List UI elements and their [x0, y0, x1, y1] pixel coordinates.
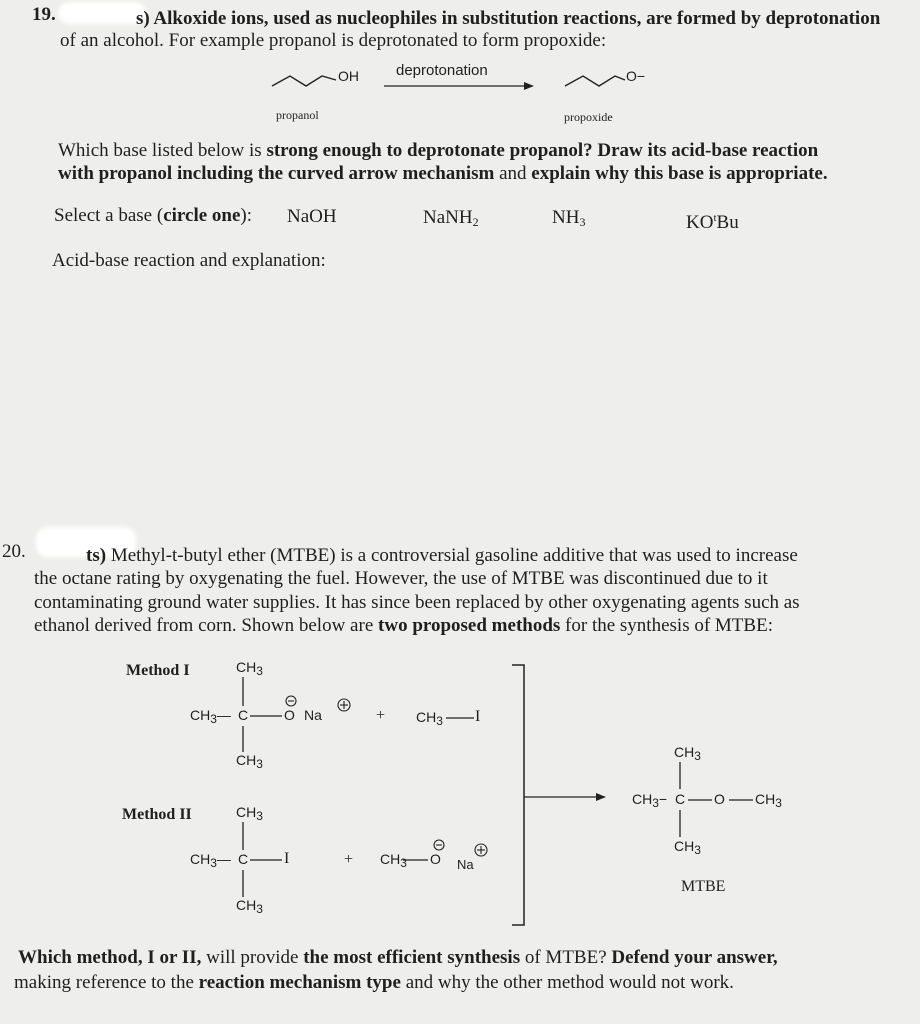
q20-line4-text2: for the synthesis of MTBE:: [560, 615, 773, 636]
m2-ch3-top: [236, 804, 263, 823]
p-ch3-right-ch: CH: [755, 791, 776, 807]
select-suffix: ):: [240, 205, 253, 226]
p-ch3-left-sub: 3: [652, 796, 659, 810]
m2-methyl: [380, 851, 407, 870]
m2-ch3-top-ch: CH: [236, 804, 257, 820]
q19-question-text: Which base listed below is: [58, 140, 267, 161]
m1-sodium: Na: [304, 707, 322, 723]
m1-ch3-left: [190, 707, 231, 726]
q20-line3: contaminating ground water supplies. It has since been replaced by other oxygenating agents such as: [34, 592, 800, 613]
kotbu-bu: Bu: [716, 212, 739, 233]
m1-ch3-bottom-sub: 3: [256, 757, 263, 771]
m1-mei-sub: 3: [436, 714, 443, 728]
kotbu-ko: KO: [686, 212, 714, 233]
q20-number: 20.: [2, 541, 26, 562]
m1-ch3-bottom: [236, 752, 263, 771]
kotbu-t: t: [713, 212, 717, 224]
m2-ch3-left: [190, 851, 231, 870]
propanol-label: propanol: [276, 108, 319, 122]
m2-iodine: I: [284, 850, 290, 867]
propanol-oh: OH: [338, 68, 359, 84]
method1-label: Method I: [126, 662, 190, 679]
final-line2-text2: and why the other method would not work.: [400, 972, 734, 993]
p-ch3-bottom-sub: 3: [694, 843, 701, 857]
p-ch3-left-ch: CH: [632, 791, 653, 807]
q20-final-line2: [14, 972, 734, 994]
q19-line1-text: s) Alkoxide ions, used as nucleophiles in substitution reactions, are formed by deprotonation: [136, 8, 881, 29]
final-bold2: the most efficient synthesis: [303, 947, 521, 968]
m1-mei-ch: CH: [416, 709, 437, 725]
p-ch3-top-ch: CH: [674, 744, 695, 760]
method2-label: Method II: [122, 806, 192, 823]
p-ch3-top: [674, 744, 701, 763]
m2-ch3-bottom-sub: 3: [256, 902, 263, 916]
final-line2-text1: making reference to the: [14, 972, 199, 993]
m2-ch3-left-ch: CH: [190, 851, 211, 867]
m2-oxygen: O: [430, 851, 441, 867]
m1-ch3-bottom-ch: CH: [236, 752, 257, 768]
m2-methyl-sub: 3: [400, 856, 407, 870]
p-oxygen: O: [714, 791, 725, 807]
final-text1: will provide: [201, 947, 304, 968]
p-ch3-left: [632, 791, 667, 810]
base-option-naoh[interactable]: NaOH: [287, 206, 337, 227]
final-bold3: Defend your answer,: [611, 947, 778, 968]
nanh2-text: NaNH: [423, 207, 473, 228]
mtbe-label: MTBE: [681, 878, 726, 895]
m1-carbon: C: [238, 707, 249, 723]
propoxide-label: propoxide: [564, 110, 613, 124]
q20-line1-text: Methyl-t-butyl ether (MTBE) is a controversial gasoline additive that was used to increase: [106, 545, 798, 566]
p-ch3-top-sub: 3: [694, 749, 701, 763]
final-line2-bold: reaction mechanism type: [198, 972, 401, 993]
p-ch3-bottom: [674, 838, 701, 857]
final-text2: of MTBE?: [520, 947, 612, 968]
m2-ch3-left-sub: 3: [210, 856, 217, 870]
q19-number: 19.: [32, 4, 56, 25]
m2-sodium: Na: [457, 857, 474, 872]
m2-ch3-bottom-ch: CH: [236, 897, 257, 913]
answer-label: Acid-base reaction and explanation:: [52, 250, 326, 271]
q20-line1-bold: ts): [86, 545, 107, 566]
select-bold: circle one: [163, 205, 241, 226]
q19-question-bold2: with propanol including the curved arrow mechanism: [58, 163, 495, 184]
m1-dash: —: [216, 707, 231, 723]
q20-line2: the octane rating by oxygenating the fuel. However, the use of MTBE was discontinued due to it: [34, 568, 768, 589]
nanh2-sub: 2: [472, 215, 479, 229]
propoxide-o-minus: O−: [626, 68, 646, 84]
select-prefix: Select a base (: [54, 205, 164, 226]
m1-ch3-top-sub: 3: [256, 664, 263, 678]
m2-carbon: C: [238, 851, 249, 867]
q20-line4-bold: two proposed methods: [378, 615, 561, 636]
m2-ch3-bottom: [236, 897, 263, 916]
m2-ch3-top-sub: 3: [256, 809, 263, 823]
m1-plus: +: [376, 707, 386, 724]
nh3-text: NH: [552, 207, 580, 228]
m1-iodine: I: [475, 708, 481, 725]
m2-plus: +: [344, 851, 354, 868]
p-ch3-right: [755, 791, 782, 810]
p-dash: −: [658, 791, 668, 807]
p-ch3-right-sub: 3: [775, 796, 782, 810]
m1-ch3-left-ch: CH: [190, 707, 211, 723]
p-ch3-bottom-ch: CH: [674, 838, 695, 854]
nh3-sub: 3: [579, 215, 586, 229]
q19-question-bold: strong enough to deprotonate propanol? Draw its acid-base reaction: [266, 140, 819, 161]
q20-line4-text: ethanol derived from corn. Shown below are: [34, 615, 379, 636]
m1-ch3-top-ch: CH: [236, 659, 257, 675]
q19-question-bold3: explain why this base is appropriate.: [531, 163, 828, 184]
q20-final-line1: [18, 947, 778, 969]
m2-dash: —: [216, 851, 231, 867]
m1-ch3-left-sub: 3: [210, 712, 217, 726]
m1-oxygen: O: [284, 707, 295, 723]
m1-ch3-top: [236, 659, 263, 678]
q19-question-and: and: [494, 163, 532, 184]
m1-methyl-iodide: [416, 709, 443, 728]
m2-methyl-ch: CH: [380, 851, 401, 867]
q19-line2: of an alcohol. For example propanol is deprotonated to form propoxide:: [60, 30, 607, 51]
p-carbon: C: [675, 791, 686, 807]
final-bold1: Which method, I or II,: [18, 947, 202, 968]
deprotonation-label: deprotonation: [396, 62, 488, 79]
